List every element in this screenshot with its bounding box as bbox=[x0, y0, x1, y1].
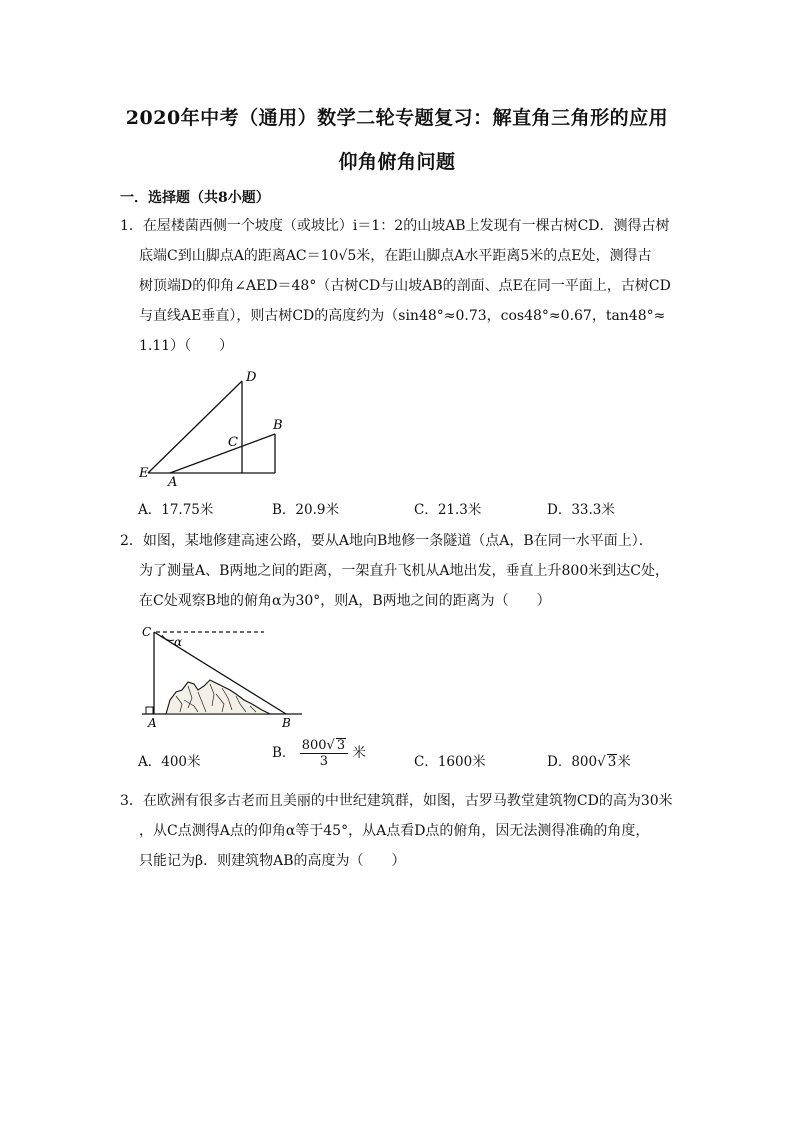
q2-choice-b[interactable] bbox=[272, 738, 366, 769]
fig1-line-ab bbox=[170, 434, 275, 473]
question-2-line-3: 在C处观察B地的俯角α为30°，则A，B两地之间的距离为（ ） bbox=[139, 593, 551, 609]
question-1-line-3: 树顶端D的仰角∠AED＝48°（古树CD与山坡AB的剖面、点E在同一平面上，古树CD bbox=[139, 278, 671, 294]
document-title: 2020年中考（通用）数学二轮专题复习：解直角三角形的应用 bbox=[125, 107, 669, 129]
q2-choice-d-unit: 米 bbox=[617, 754, 631, 770]
fig2-label-b: B bbox=[282, 716, 291, 730]
fig2-angle-arc bbox=[162, 635, 174, 640]
question-1-line-4: 与直线AE垂直），则古树CD的高度约为（sin48°≈0.73，cos48°≈0.67，tan48°≈ bbox=[139, 308, 666, 324]
question-2-figure bbox=[136, 620, 306, 730]
fig1-label-e: E bbox=[139, 466, 149, 481]
fig1-label-a: A bbox=[168, 475, 178, 490]
fig2-label-a: A bbox=[148, 716, 157, 730]
question-1-figure bbox=[136, 366, 296, 490]
question-3-line-3: 只能记为β．则建筑物AB的高度为（ ） bbox=[139, 853, 406, 869]
q2-choice-b-numerator: 800 bbox=[301, 738, 327, 753]
q2-choice-a[interactable]: A．400米 bbox=[138, 754, 201, 770]
q2-choice-b-prefix: B． bbox=[272, 745, 296, 761]
document-subtitle: 仰角俯角问题 bbox=[338, 151, 456, 173]
q2-choice-b-unit: 米 bbox=[352, 745, 366, 761]
q2-choice-b-root: 3 bbox=[336, 738, 346, 753]
question-1-line-1: 1．在屋楼菌西侧一个坡度（或坡比）i＝1：2的山坡AB上发现有一棵古树CD．测得古树 bbox=[120, 218, 670, 234]
q2-choice-c[interactable]: C．1600米 bbox=[414, 754, 486, 770]
q2-choice-d[interactable]: D．800√ 3米 bbox=[547, 754, 631, 770]
question-1-line-2: 底端C到山脚点A的距离AC＝10√5米，在距山脚点A水平距离5米的点E处，测得古 bbox=[139, 248, 652, 264]
question-1 bbox=[120, 211, 680, 361]
fig1-label-c: C bbox=[228, 435, 238, 450]
q2-choice-b-fraction: $\frac{800√ 3}{3}$ bbox=[300, 738, 348, 769]
question-3-line-2: ，从C点测得A点的仰角α等于45°，从A点看D点的俯角，因无法测得准确的角度， bbox=[139, 823, 650, 839]
q1-choice-d[interactable]: D．33.3米 bbox=[547, 502, 615, 518]
fig1-line-ed bbox=[148, 381, 242, 473]
fig1-label-b: B bbox=[273, 418, 283, 433]
q2-choice-d-root: 3 bbox=[607, 754, 617, 770]
q2-choice-d-prefix: D．800 bbox=[547, 754, 598, 770]
question-2 bbox=[120, 526, 680, 616]
fig2-label-alpha: α bbox=[174, 635, 183, 649]
q1-choice-b[interactable]: B．20.9米 bbox=[272, 502, 339, 518]
q1-choice-a[interactable]: A．17.75米 bbox=[138, 502, 214, 518]
question-2-line-2: 为了测量A、B两地之间的距离，一架直升飞机从A地出发，垂直上升800米到达C处， bbox=[139, 563, 669, 579]
q2-choice-b-denominator: 3 bbox=[319, 754, 329, 769]
question-2-line-1: 2．如图，某地修建高速公路，要从A地向B地修一条隧道（点A，B在同一水平面上）． bbox=[120, 533, 653, 549]
fig1-label-d: D bbox=[246, 370, 257, 385]
fig2-label-c: C bbox=[142, 625, 152, 639]
question-1-line-5: 1.11）（ ） bbox=[139, 338, 234, 354]
q1-choice-c[interactable]: C．21.3米 bbox=[414, 502, 482, 518]
section-heading: 一．选择题（共8小题） bbox=[120, 190, 270, 206]
question-3-line-1: 3．在欧洲有很多古老而且美丽的中世纪建筑群，如图，古罗马教堂建筑物CD的高为30米 bbox=[120, 793, 673, 809]
fig2-right-angle-mark bbox=[146, 707, 153, 714]
question-3 bbox=[120, 786, 680, 876]
